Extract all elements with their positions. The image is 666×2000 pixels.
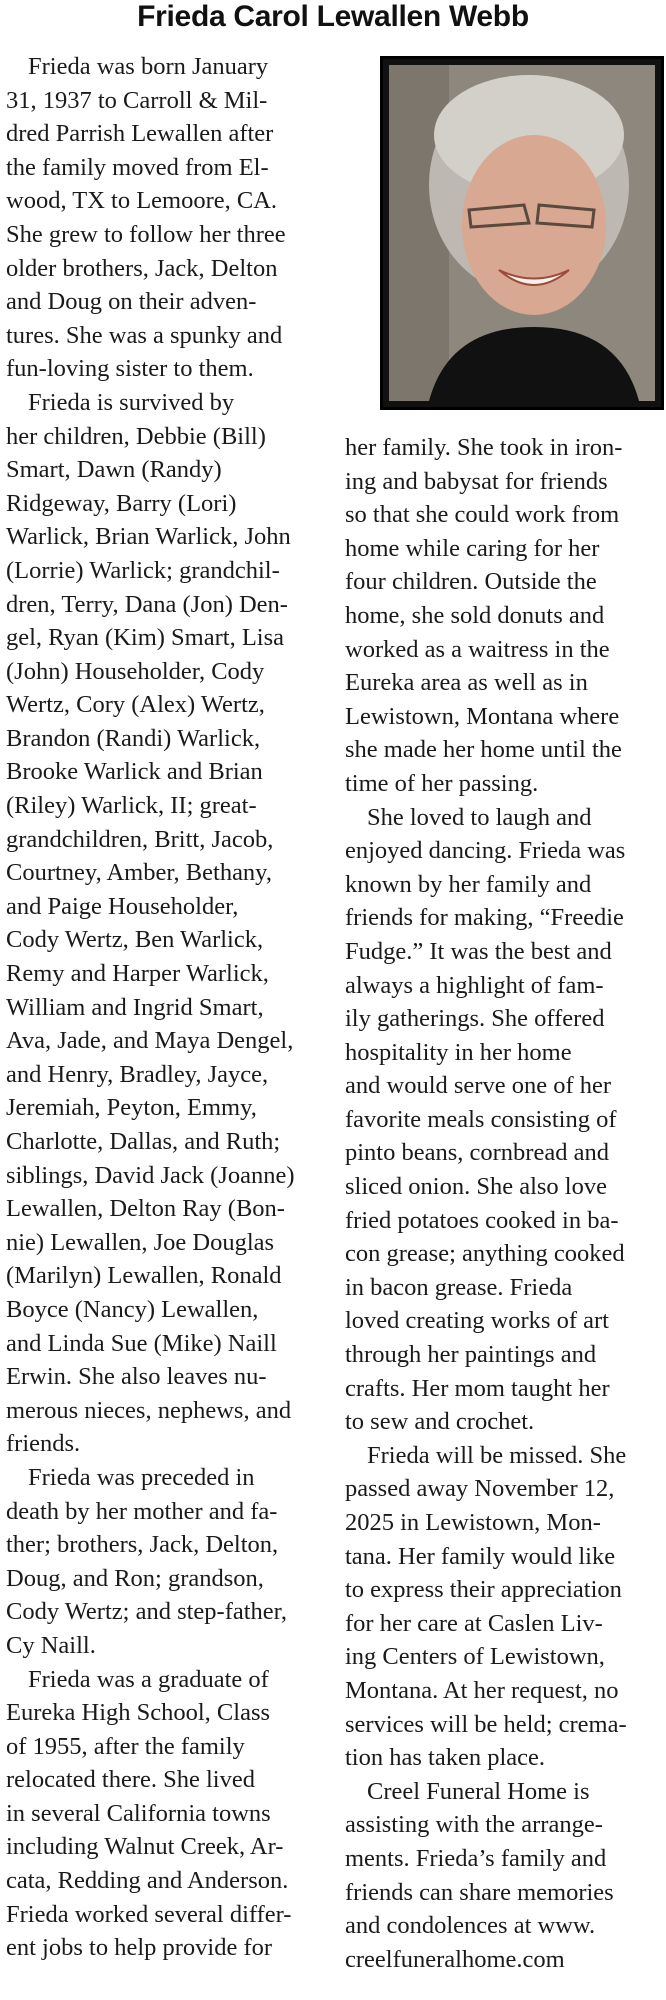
text-line: always a highlight of fam- bbox=[345, 971, 604, 999]
text-line: grandchildren, Britt, Jacob, bbox=[6, 825, 274, 853]
text-line: ing Centers of Lewistown, bbox=[345, 1643, 605, 1671]
text-line: known by her family and bbox=[345, 870, 592, 898]
text-line: ent jobs to help provide for bbox=[6, 1934, 273, 1962]
text-line: home, she sold donuts and bbox=[345, 601, 605, 629]
text-line: Doug, and Ron; grandson, bbox=[6, 1564, 264, 1592]
portrait-photo bbox=[380, 56, 664, 410]
text-line: she made her home until the bbox=[345, 736, 622, 764]
text-line: dred Parrish Lewallen after bbox=[6, 120, 274, 148]
text-line: Cy Naill. bbox=[6, 1631, 96, 1659]
text-line: older brothers, Jack, Delton bbox=[6, 254, 278, 282]
text-line: Jeremiah, Peyton, Emmy, bbox=[6, 1094, 257, 1122]
text-line: (Lorrie) Warlick; grandchil- bbox=[6, 556, 280, 584]
text-line: friends. bbox=[6, 1430, 81, 1458]
text-line: Frieda worked several differ- bbox=[6, 1900, 292, 1928]
text-line: gel, Ryan (Kim) Smart, Lisa bbox=[6, 624, 284, 652]
text-line: enjoyed dancing. Frieda was bbox=[345, 837, 626, 865]
text-line: Frieda will be missed. She bbox=[367, 1441, 627, 1469]
text-line: Frieda was preceded in bbox=[28, 1463, 255, 1491]
text-line: and Doug on their adven- bbox=[6, 288, 257, 316]
text-line: Brandon (Randi) Warlick, bbox=[6, 724, 261, 752]
text-line: fried potatoes cooked in ba- bbox=[345, 1206, 619, 1234]
text-line: siblings, David Jack (Joanne) bbox=[6, 1161, 295, 1189]
text-line: friends for making, “Freedie bbox=[345, 904, 624, 932]
text-line: Montana. At her request, no bbox=[345, 1676, 619, 1704]
text-line: ing and babysat for friends bbox=[345, 467, 608, 495]
text-line: Wertz, Cory (Alex) Wertz, bbox=[6, 691, 265, 719]
text-line: nie) Lewallen, Joe Douglas bbox=[6, 1228, 275, 1256]
text-line: Lewistown, Montana where bbox=[345, 702, 620, 730]
text-line: (Marilyn) Lewallen, Ronald bbox=[6, 1262, 282, 1290]
text-line: including Walnut Creek, Ar- bbox=[6, 1833, 284, 1861]
text-line: and Paige Householder, bbox=[6, 892, 239, 920]
text-line: ments. Frieda’s family and bbox=[345, 1844, 607, 1872]
text-line: Ava, Jade, and Maya Dengel, bbox=[6, 1027, 294, 1055]
text-line: cata, Redding and Anderson. bbox=[6, 1867, 289, 1895]
text-line: creelfuneralhome.com bbox=[345, 1945, 565, 1973]
text-line: Remy and Harper Warlick, bbox=[6, 960, 269, 988]
text-line: hospitality in her home bbox=[345, 1038, 572, 1066]
obituary-right-column bbox=[345, 431, 665, 1976]
text-line: Eureka High School, Class bbox=[6, 1699, 271, 1727]
text-line: tana. Her family would like bbox=[345, 1542, 616, 1570]
text-line: Erwin. She also leaves nu- bbox=[6, 1363, 267, 1391]
text-line: of 1955, after the family bbox=[6, 1732, 245, 1760]
text-line: relocated there. She lived bbox=[6, 1766, 255, 1794]
text-line: tures. She was a spunky and bbox=[6, 321, 283, 349]
text-line: con grease; anything cooked bbox=[345, 1240, 625, 1268]
text-line: Eureka area as well as in bbox=[345, 669, 588, 697]
text-line: friends can share memories bbox=[345, 1878, 614, 1906]
text-line: Boyce (Nancy) Lewallen, bbox=[6, 1295, 259, 1323]
text-line: Ridgeway, Barry (Lori) bbox=[6, 489, 237, 517]
text-line: Warlick, Brian Warlick, John bbox=[6, 523, 291, 551]
text-line: her children, Debbie (Bill) bbox=[6, 422, 266, 450]
text-line: sliced onion. She also love bbox=[345, 1173, 607, 1201]
text-line: in bacon grease. Frieda bbox=[345, 1273, 573, 1301]
text-line: William and Ingrid Smart, bbox=[6, 993, 264, 1021]
text-line: worked as a waitress in the bbox=[345, 635, 610, 663]
text-line: She grew to follow her three bbox=[6, 220, 286, 248]
text-line: four children. Outside the bbox=[345, 568, 597, 596]
text-line: Frieda was a graduate of bbox=[28, 1665, 269, 1693]
text-line: services will be held; crema- bbox=[345, 1710, 627, 1738]
text-line: ther; brothers, Jack, Delton, bbox=[6, 1531, 279, 1559]
text-line: the family moved from El- bbox=[6, 153, 269, 181]
text-line: wood, TX to Lemoore, CA. bbox=[6, 187, 278, 215]
text-line: pinto beans, cornbread and bbox=[345, 1139, 609, 1167]
text-line: 2025 in Lewistown, Mon- bbox=[345, 1509, 601, 1536]
text-line: home while caring for her bbox=[345, 534, 600, 562]
text-line: (John) Householder, Cody bbox=[6, 657, 265, 685]
text-line: to express their appreciation bbox=[345, 1576, 622, 1604]
text-line: crafts. Her mom taught her bbox=[345, 1374, 610, 1402]
text-line: tion has taken place. bbox=[345, 1744, 546, 1772]
text-line: Frieda was born January bbox=[28, 53, 269, 80]
text-line: Cody Wertz; and step-father, bbox=[6, 1598, 287, 1626]
text-line: Creel Funeral Home is bbox=[367, 1777, 590, 1805]
text-line: death by her mother and fa- bbox=[6, 1497, 278, 1525]
text-line: and would serve one of her bbox=[345, 1072, 612, 1100]
text-line: Fudge.” It was the best and bbox=[345, 937, 612, 965]
text-line: She loved to laugh and bbox=[367, 803, 592, 831]
text-line: assisting with the arrange- bbox=[345, 1811, 603, 1839]
text-line: and Henry, Bradley, Jayce, bbox=[6, 1060, 269, 1088]
text-line: Charlotte, Dallas, and Ruth; bbox=[6, 1128, 281, 1155]
text-line: Lewallen, Delton Ray (Bon- bbox=[6, 1195, 285, 1223]
text-line: merous nieces, nephews, and bbox=[6, 1396, 292, 1424]
text-line: loved creating works of art bbox=[345, 1307, 609, 1335]
text-line: and condolences at www. bbox=[345, 1912, 596, 1940]
text-line: favorite meals consisting of bbox=[345, 1105, 617, 1133]
text-line: Courtney, Amber, Bethany, bbox=[6, 859, 272, 887]
text-line: dren, Terry, Dana (Jon) Den- bbox=[6, 590, 288, 618]
text-line: ily gatherings. She offered bbox=[345, 1005, 605, 1033]
text-line: and Linda Sue (Mike) Naill bbox=[6, 1329, 277, 1357]
text-line: 31, 1937 to Carroll & Mil- bbox=[6, 86, 268, 114]
text-line: fun-loving sister to them. bbox=[6, 355, 254, 383]
obituary-title: Frieda Carol Lewallen Webb bbox=[137, 0, 529, 33]
text-line: so that she could work from bbox=[345, 501, 620, 529]
text-line: Cody Wertz, Ben Warlick, bbox=[6, 926, 264, 954]
text-line: in several California towns bbox=[6, 1799, 271, 1827]
text-line: through her paintings and bbox=[345, 1341, 597, 1369]
text-line: Frieda is survived by bbox=[28, 388, 235, 416]
text-line: time of her passing. bbox=[345, 769, 539, 797]
obituary-left-column bbox=[6, 50, 324, 1965]
text-line: (Riley) Warlick, II; great- bbox=[6, 792, 257, 820]
text-line: her family. She took in iron- bbox=[345, 434, 623, 461]
text-line: for her care at Caslen Liv- bbox=[345, 1609, 603, 1637]
text-line: Smart, Dawn (Randy) bbox=[6, 456, 222, 484]
text-line: to sew and crochet. bbox=[345, 1408, 535, 1436]
text-line: Brooke Warlick and Brian bbox=[6, 758, 263, 786]
text-line: passed away November 12, bbox=[345, 1475, 615, 1503]
